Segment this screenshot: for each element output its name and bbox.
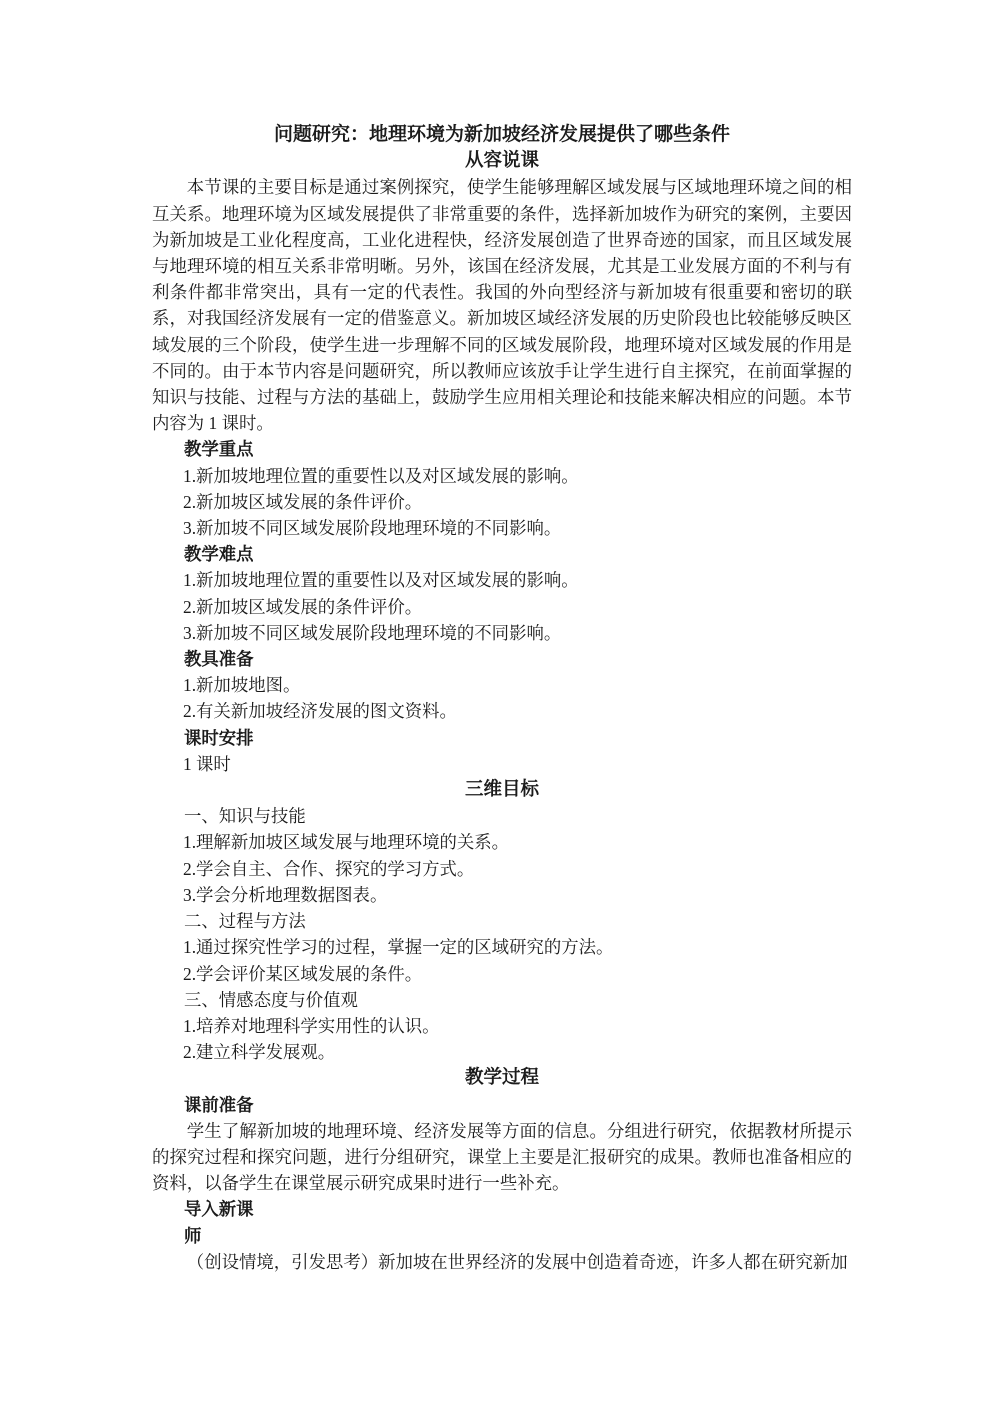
goal-item: 2.学会评价某区域发展的条件。: [183, 963, 423, 984]
overview-heading: 从容说课: [464, 151, 539, 172]
schedule-item: 1 课时: [183, 753, 231, 774]
difficult-points-heading: 教学难点: [184, 544, 254, 565]
key-points-item: 1.新加坡地理位置的重要性以及对区域发展的影响。: [183, 465, 579, 486]
teacher-label: 师: [184, 1225, 202, 1246]
goal-item: 2.学会自主、合作、探究的学习方式。: [183, 858, 475, 879]
key-points-item: 2.新加坡区域发展的条件评价。: [183, 491, 423, 512]
overview-paragraph: 本节课的主要目标是通过案例探究，使学生能够理解区域发展与区域地理环境之间的相互关系。地理环境为区域发展提供了非常重要的条件，选择新加坡作为研究的案例，主要因为新加坡是工业化程度高，工业化进程快，经济发展创造了世界奇迹的国家，而且区域发展与地理环境的相互关系非常明晰。另外，该国在经济发展，尤其是工业发展方面的不利与有利条件都非常突出，具有一定的代表性。我国的外向型经济与新加坡有很重要和密切的联系，对我国经济发展有一定的借鉴意义。新加坡区域经济发展的历史阶段也比较能够反映区域发展的三个阶段，使学生进一步理解不同的区域发展阶段，地理环境对区域发展的作用是不同的。由于本节内容是问题研究，所以教师应该放手让学生进行自主探究，在前面掌握的知识与技能、过程与方法的基础上，鼓励学生应用相关理论和技能来解决相应的问题。本节内容为 1 课时。: [152, 177, 852, 434]
teaching-aids-item: 2.有关新加坡经济发展的图文资料。: [183, 701, 457, 722]
difficult-points-item: 2.新加坡区域发展的条件评价。: [183, 596, 423, 617]
goal-group-label-values: 三、情感态度与价值观: [184, 989, 358, 1010]
pre-class-heading: 课前准备: [184, 1094, 254, 1115]
goal-item: 1.通过探究性学习的过程，掌握一定的区域研究的方法。: [183, 937, 614, 958]
goal-item: 1.培养对地理科学实用性的认识。: [183, 1015, 440, 1036]
goal-item: 1.理解新加坡区域发展与地理环境的关系。: [183, 832, 510, 853]
goal-group-label-process: 二、过程与方法: [184, 911, 306, 932]
difficult-points-item: 3.新加坡不同区域发展阶段地理环境的不同影响。: [183, 622, 562, 643]
goal-item: 3.学会分析地理数据图表。: [183, 884, 388, 905]
teaching-aids-heading: 教具准备: [184, 649, 254, 670]
difficult-points-item: 1.新加坡地理位置的重要性以及对区域发展的影响。: [183, 570, 579, 591]
key-points-heading: 教学重点: [184, 439, 254, 460]
teaching-aids-item: 1.新加坡地图。: [183, 675, 301, 696]
key-points-item: 3.新加坡不同区域发展阶段地理环境的不同影响。: [183, 518, 562, 539]
teacher-speech: （创设情境，引发思考）新加坡在世界经济的发展中创造着奇迹，许多人都在研究新加: [186, 1251, 848, 1272]
lead-in-heading: 导入新课: [184, 1199, 254, 1220]
goal-item: 2.建立科学发展观。: [183, 1042, 336, 1063]
pre-class-paragraph: 学生了解新加坡的地理环境、经济发展等方面的信息。分组进行研究，依据教材所提示的探究过程和探究问题，进行分组研究，课堂上主要是汇报研究的成果。教师也准备相应的资料，以备学生在课堂展示研究成果时进行一些补充。: [152, 1120, 852, 1194]
goal-group-label-knowledge: 一、知识与技能: [184, 806, 306, 827]
teaching-process-heading: 教学过程: [464, 1068, 539, 1089]
schedule-heading: 课时安排: [184, 727, 254, 748]
three-dim-goals-heading: 三维目标: [464, 780, 539, 801]
document-title: 问题研究：地理环境为新加坡经济发展提供了哪些条件: [273, 124, 730, 145]
